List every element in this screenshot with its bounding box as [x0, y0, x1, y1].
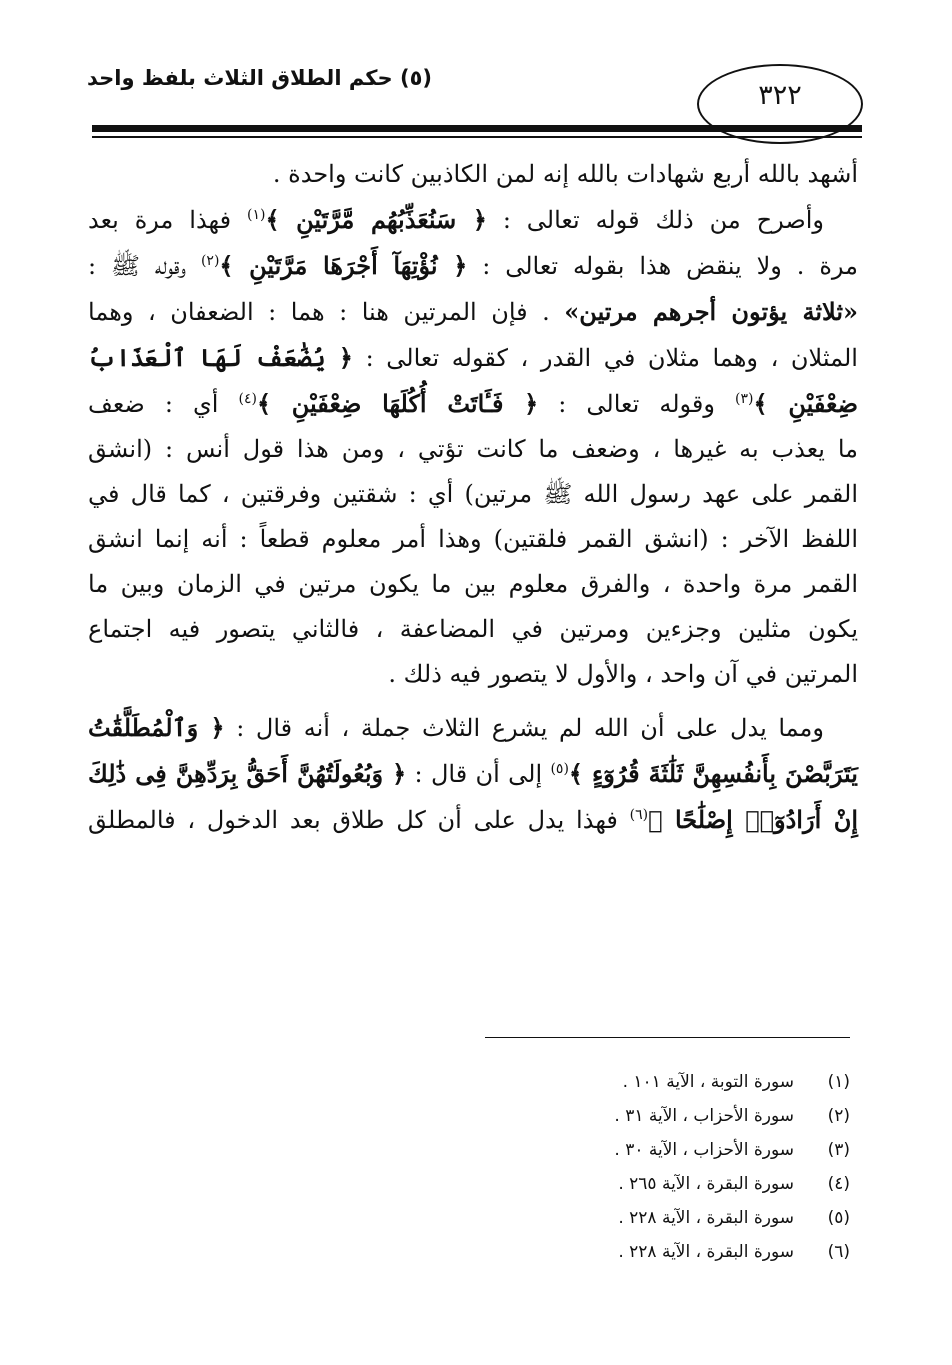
text-line: أشهد بالله أربع شهادات بالله إنه لمن الكاذبين كانت واحدة .: [272, 160, 858, 188]
footnote-number: (٥): [827, 1208, 850, 1228]
header-rule-thick: [92, 125, 862, 132]
footnote-separator: [485, 1037, 850, 1038]
quran-verse: ﴿ يُضَٰعَفْ لَهَا ٱلْعَذَابُ: [88, 343, 353, 372]
footnote-text: سورة التوبة ، الآية ١٠١ .: [622, 1072, 794, 1092]
footnote-item: [500, 1065, 850, 1099]
text-run: أي : ضعف: [88, 390, 219, 418]
footnote-text: سورة الأحزاب ، الآية ٣٠ .: [614, 1140, 794, 1160]
footnote-number: (١): [827, 1072, 850, 1092]
footnote-number: (٤): [827, 1174, 850, 1194]
text-line: ما يعذب به غيرها ، وضعف ما كانت تؤتي ، ومن هذا قول أنس : (انشق: [88, 435, 858, 463]
footnote-text: سورة البقرة ، الآية ٢٦٥ .: [618, 1174, 794, 1194]
text-run: مرة . ولا ينقض هذا بقوله تعالى :: [482, 252, 858, 280]
text-run: ومما يدل على أن الله لم يشرع الثلاث جملة ، أنه قال :: [236, 714, 824, 742]
quran-verse: ﴿ سَنُعَذِّبُهُم مَّرَّتَيْنِ ﴾: [265, 205, 487, 234]
text-line: [88, 243, 858, 289]
footnote-ref: (٤): [238, 391, 257, 407]
hadith-quote: «ثلاثة يؤتون أجرهم مرتين»: [564, 297, 858, 326]
quran-verse: ﴿ نُؤْتِهَآ أَجْرَهَا مَرَّتَيْنِ ﴾: [219, 251, 468, 280]
running-header-title: (٥) حكم الطلاق الثلاث بلفظ واحد: [87, 66, 432, 90]
text-line: [88, 751, 858, 797]
text-run: وأصرح من ذلك قوله تعالى :: [502, 206, 824, 234]
quran-verse: ﴿ وَٱلْمُطَلَّقَٰتُ: [88, 713, 225, 742]
footnote-text: سورة الأحزاب ، الآية ٣١ .: [614, 1106, 794, 1126]
quran-verse: ﴿ فَـَٔاتَتْ أُكُلَهَا ضِعْفَيْنِ ﴾: [256, 389, 539, 418]
quran-verse: يَتَرَبَّصْنَ بِأَنفُسِهِنَّ ثَلَٰثَةَ قُرُوٓءٍ ﴾: [568, 759, 858, 788]
footnote-item: [500, 1201, 850, 1235]
footnotes: [500, 1065, 850, 1269]
footnote-ref: (٢): [200, 253, 220, 269]
footnote-text: سورة البقرة ، الآية ٢٢٨ .: [618, 1208, 794, 1228]
header-rule-thin: [92, 136, 862, 138]
footnote-ref: (٦): [629, 807, 649, 823]
footnote-item: [500, 1167, 850, 1201]
text-run: وقوله تعالى :: [558, 390, 715, 418]
text-line: القمر على عهد رسول الله ﷺ مرتين) أي : شقتين وفرقتين ، كما قال في: [88, 480, 858, 508]
footnote-number: (٦): [827, 1242, 850, 1262]
text-line: [88, 381, 858, 427]
footnote-item: [500, 1099, 850, 1133]
text-run: وقوله ﷺ :: [88, 252, 186, 280]
text-run: المثلان ، وهما مثلان في القدر ، كقوله تعالى :: [365, 344, 858, 372]
text-line: المرتين في آن واحد ، والأول لا يتصور فيه ذلك .: [388, 660, 858, 688]
footnote-ref: (١): [246, 207, 266, 223]
text-line: يكون مثلين وجزءين ومرتين في المضاعفة ، فالثاني يتصور فيه اجتماع: [88, 615, 858, 643]
text-line: [88, 705, 858, 751]
footnote-ref: (٣): [735, 391, 754, 407]
text-line: [88, 289, 858, 335]
text-line: القمر مرة واحدة ، والفرق معلوم بين ما يكون مرتين في الزمان وبين ما: [88, 570, 858, 598]
main-text: [88, 152, 858, 843]
page-number: ٣٢٢: [758, 80, 802, 111]
quran-verse: ﴿ وَبُعُولَتُهُنَّ أَحَقُّ بِرَدِّهِنَّ فِى ذَٰلِكَ: [88, 759, 407, 788]
footnote-text: سورة البقرة ، الآية ٢٢٨ .: [618, 1242, 794, 1262]
text-line: اللفظ الآخر : (انشق القمر فلقتين) وهذا أمر معلوم قطعاً : أنه إنما انشق: [88, 525, 858, 553]
text-line: [88, 197, 858, 243]
footnote-ref: (٥): [550, 761, 569, 777]
quran-verse: ضِعْفَيْنِ ﴾: [753, 389, 858, 418]
text-run: إلى أن قال :: [414, 760, 543, 788]
text-run: . فإن المرتين هنا : هما : الضعفان ، وهما: [88, 298, 550, 326]
footnote-number: (٢): [827, 1106, 850, 1126]
footnote-item: [500, 1235, 850, 1269]
quran-verse: إِنْ أَرَادُوٓا۟ إِصْلَٰحًا ﴾: [648, 805, 858, 834]
text-line: [88, 335, 858, 381]
text-run: فهذا يدل على أن كل طلاق بعد الدخول ، فالمطلق: [88, 806, 618, 834]
footnote-number: (٣): [827, 1140, 850, 1160]
text-line: [88, 797, 858, 843]
text-run: فهذا مرة بعد: [88, 206, 232, 234]
footnote-item: [500, 1133, 850, 1167]
